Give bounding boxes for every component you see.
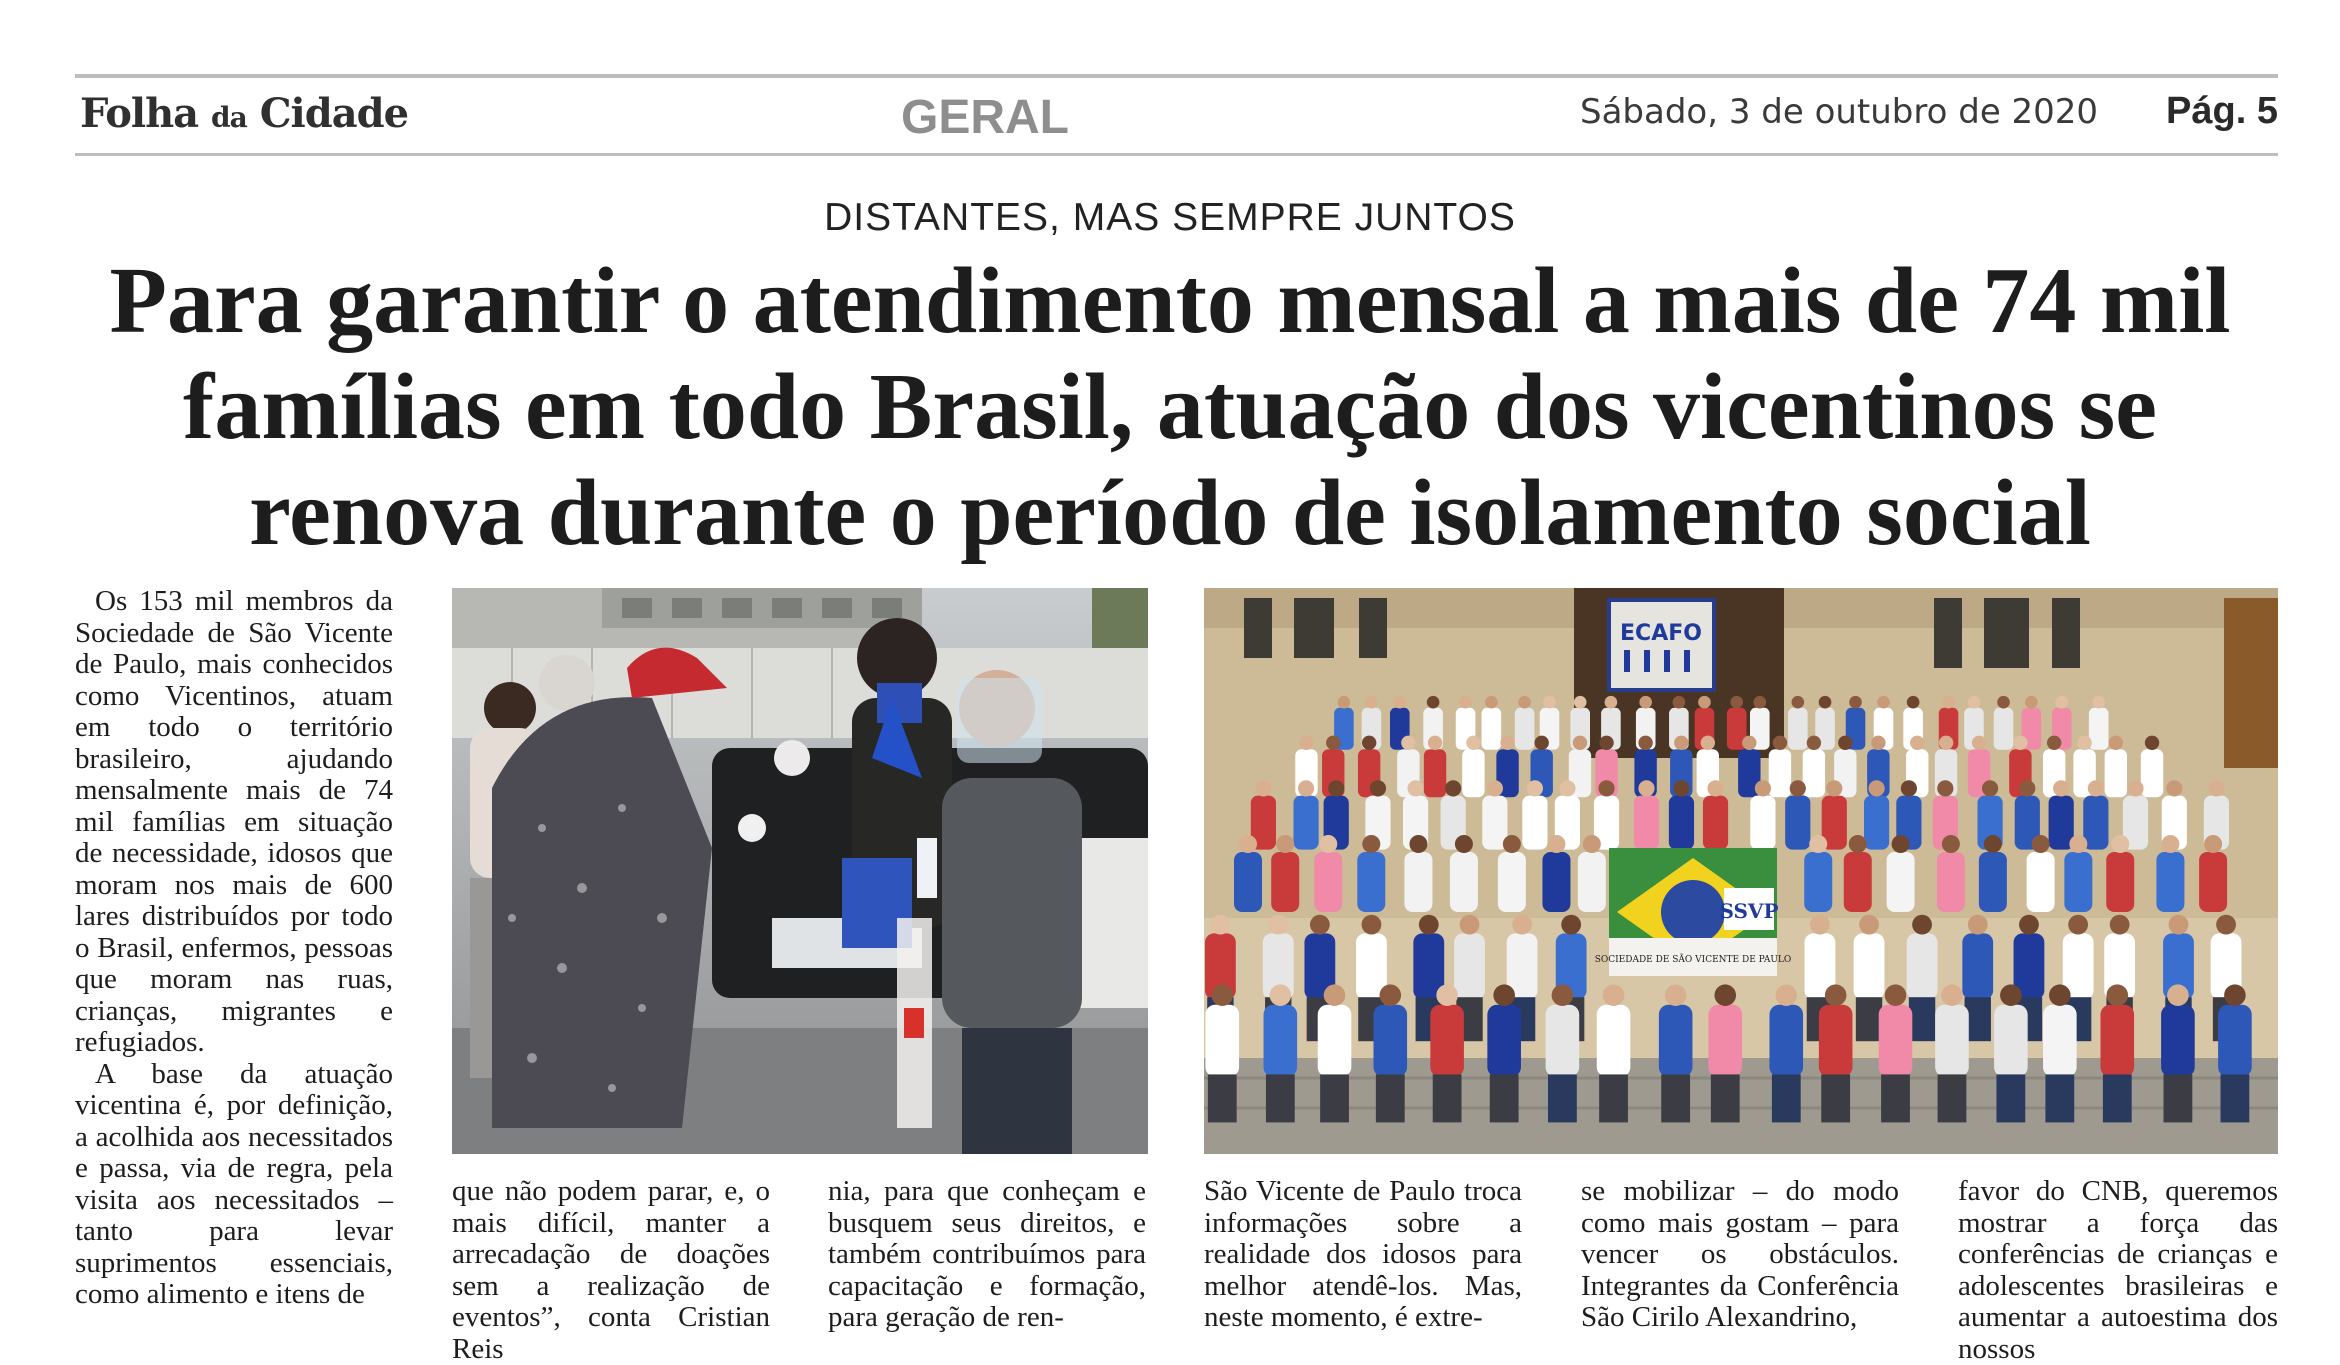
logo-word-da: da <box>211 101 247 134</box>
crowd-person-head <box>1460 915 1480 935</box>
crowd-person-legs <box>1548 1074 1577 1122</box>
paragraph: São Vicente de Paulo troca informações sobre a realidade dos idosos para melhor atendê-los. Mas, neste momento, é extre- <box>1204 1175 1522 1333</box>
crowd-person-head <box>1401 736 1415 750</box>
crowd-person-head <box>2055 696 2068 709</box>
crowd-person-legs <box>1938 1074 1967 1122</box>
paragraph: que não podem parar, e, o mais difícil, manter a arrecadação de doações sem a realização de eventos”, conta Cristian Reis <box>452 1175 770 1365</box>
crowd-person-head <box>1638 736 1652 750</box>
crowd-person-head <box>1982 780 1998 796</box>
crowd-person-head <box>1583 835 1601 853</box>
crowd-person-head <box>1239 835 1257 853</box>
crowd-person-head <box>1707 780 1723 796</box>
crowd-person-body <box>1498 852 1526 912</box>
crowd-person-head <box>2208 780 2224 796</box>
crowd-person-body <box>1819 1005 1853 1077</box>
crowd-person-body <box>1844 852 1872 912</box>
crowd-person-head <box>1298 780 1314 796</box>
crowd-person-body <box>1907 933 1938 999</box>
crowd-person-legs <box>1856 997 1882 1041</box>
crowd-person-legs <box>2045 1074 2074 1122</box>
crowd-person-body <box>2141 749 2163 797</box>
text-column-3 <box>828 1176 1146 1334</box>
crowd-person-body <box>1357 852 1385 912</box>
crowd-person-head <box>1419 915 1439 935</box>
page-number: Pág. 5 <box>2166 90 2278 132</box>
crowd-person-head <box>1810 915 1830 935</box>
crowd-person-body <box>1785 796 1810 850</box>
crowd-person-head <box>1527 780 1543 796</box>
crowd-person-head <box>1826 780 1842 796</box>
photo-food-distribution <box>452 588 1148 1154</box>
header-bottom-rule <box>75 153 2278 156</box>
crowd-person-head <box>1701 736 1715 750</box>
crowd-person-body <box>1205 1005 1239 1077</box>
crowd-person-body <box>1804 852 1832 912</box>
crowd-person-head <box>1859 915 1879 935</box>
crowd-person-body <box>1450 852 1478 912</box>
crowd-person-head <box>1409 835 1427 853</box>
crowd-person-head <box>1901 780 1917 796</box>
crowd-person-body <box>1703 796 1728 850</box>
crowd-person-head <box>1487 780 1503 796</box>
crowd-person-head <box>1825 984 1847 1006</box>
crowd-person-head <box>1365 696 1378 709</box>
crowd-person-head <box>1324 984 1346 1006</box>
crowd-person-head <box>1407 780 1423 796</box>
crowd-person-head <box>1561 915 1581 935</box>
paragraph: favor do CNB, queremos mostrar a força das conferências de crianças e adolescentes brasileiras e aumentar a autoestima dos nossos <box>1958 1175 2278 1365</box>
crowd-person-body <box>2100 1005 2134 1077</box>
crowd-person-head <box>1319 835 1337 853</box>
crowd-person-head <box>1892 835 1910 853</box>
crowd-person-head <box>1270 984 1292 1006</box>
crowd-person-body <box>1314 852 1342 912</box>
crowd-person-body <box>1546 1005 1580 1077</box>
crowd-person-head <box>2013 736 2027 750</box>
crowd-person-head <box>1714 984 1736 1006</box>
crowd-person-body <box>1659 1005 1693 1077</box>
crowd-person-head <box>1984 835 2002 853</box>
crowd-person-head <box>2166 780 2182 796</box>
crowd-person-head <box>1598 780 1614 796</box>
crowd-person-head <box>1459 696 1472 709</box>
crowd-person-head <box>1819 696 1832 709</box>
text-column-2 <box>452 1176 770 1365</box>
crowd-person-head <box>1742 736 1756 750</box>
crowd-person-head <box>1485 696 1498 709</box>
crowd-person-head <box>1326 736 1340 750</box>
crowd-person-head <box>1665 984 1687 1006</box>
crowd-person-head <box>1968 915 1988 935</box>
crowd-person-head <box>2053 780 2069 796</box>
crowd-person-head <box>1552 984 1574 1006</box>
crowd-person-body <box>1542 852 1570 912</box>
crowd-person-head <box>1518 696 1531 709</box>
crowd-person-head <box>1370 780 1386 796</box>
crowd-person-head <box>1790 780 1806 796</box>
crowd-person-head <box>1849 696 1862 709</box>
crowd-person-body <box>1854 933 1885 999</box>
article-headline: Para garantir o atendimento mensal a mais de 74 mil famílias em todo Brasil, atuação dos vicentinos se renova durante o período de isolamento social <box>109 249 2231 565</box>
crowd-person-head <box>2127 780 2143 796</box>
crowd-person-head <box>1730 696 1743 709</box>
crowd-person-body <box>1597 1005 1631 1077</box>
crowd-person-body <box>1634 796 1659 850</box>
crowd-person-head <box>1436 984 1458 1006</box>
crowd-person-legs <box>1772 1074 1801 1122</box>
crowd-person-head <box>1211 915 1231 935</box>
crowd-person-head <box>1968 696 1981 709</box>
crowd-person-head <box>1674 736 1688 750</box>
crowd-person-head <box>1868 780 1884 796</box>
crowd-person-head <box>1698 696 1711 709</box>
crowd-person-body <box>1935 1005 1969 1077</box>
crowd-person-head <box>1328 780 1344 796</box>
crowd-person-head <box>2049 984 2071 1006</box>
crowd-person-head <box>1809 835 1827 853</box>
crowd-person-legs <box>1320 1074 1349 1122</box>
crowd-person-body <box>1454 933 1485 999</box>
crowd-person-body <box>1887 852 1915 912</box>
crowd-person-body <box>1769 749 1791 797</box>
issue-date: Sábado, 3 de outubro de 2020 <box>1580 92 2099 132</box>
crowd-person-body <box>1404 852 1432 912</box>
crowd-person-legs <box>1909 997 1935 1041</box>
crowd-person-body <box>1994 708 2014 750</box>
crowd-person-legs <box>1821 1074 1850 1122</box>
crowd-person-head <box>1941 984 1963 1006</box>
crowd-person-head <box>2111 835 2129 853</box>
crowd-person-body <box>2064 852 2092 912</box>
crowd-person-head <box>1534 736 1548 750</box>
crowd-person-legs <box>1881 1074 1910 1122</box>
crowd-person-head <box>2000 984 2022 1006</box>
crowd-person-head <box>1500 736 1514 750</box>
crowd-person-body <box>1708 1005 1742 1077</box>
crowd-person-head <box>1379 984 1401 1006</box>
paragraph: Os 153 mil membros da Sociedade de São Vicente de Paulo, mais conhecidos como Vicentinos, atuam em todo o território brasileiro, ajudando mensalmente mais de 74 mil famílias em situação de necessidade, idosos que moram nos mais de 600 lares distribuídos por todo o Brasil, enfermos, pessoas que moram nas ruas, crianças, migrantes e refugiados. <box>75 585 393 1058</box>
crowd-person-legs <box>2221 1074 2250 1122</box>
crowd-person-head <box>2019 780 2035 796</box>
crowd-person-body <box>2161 1005 2195 1077</box>
crowd-person-body <box>1578 852 1606 912</box>
crowd-person-head <box>1849 835 1867 853</box>
crowd-person-body <box>1750 796 1775 850</box>
crowd-person-body <box>1515 708 1535 750</box>
crowd-person-head <box>1255 780 1271 796</box>
crowd-person-head <box>1455 835 1473 853</box>
crowd-person-head <box>2216 915 2236 935</box>
crowd-person-head <box>2161 835 2179 853</box>
crowd-person-head <box>1362 915 1382 935</box>
crowd-person-head <box>2145 736 2159 750</box>
crowd-person-head <box>1211 984 1233 1006</box>
logo-word-cidade: Cidade <box>259 90 409 137</box>
crowd-person-head <box>1512 915 1532 935</box>
crowd-person-legs <box>1208 1074 1237 1122</box>
crowd-person-head <box>1299 736 1313 750</box>
crowd-person-legs <box>1266 1074 1295 1122</box>
crowd-person-head <box>1910 736 1924 750</box>
crowd-person-legs <box>1433 1074 1462 1122</box>
crowd-person-body <box>2106 852 2134 912</box>
crowd-person-legs <box>1661 1074 1690 1122</box>
photo-food-distribution-image <box>452 588 1148 1154</box>
crowd-person-head <box>2204 835 2222 853</box>
crowd-person-head <box>2109 736 2123 750</box>
crowd-person-head <box>1773 736 1787 750</box>
crowd-person-legs <box>1711 1074 1740 1122</box>
crowd-person-body <box>2199 852 2227 912</box>
crowd-person-head <box>1775 984 1797 1006</box>
crowd-person-head <box>1942 835 1960 853</box>
crowd-person-head <box>2169 915 2189 935</box>
crowd-person-head <box>1427 696 1440 709</box>
crowd-person-head <box>2167 984 2189 1006</box>
crowd-person-head <box>1599 736 1613 750</box>
crowd-person-head <box>2068 915 2088 935</box>
crowd-person-body <box>1979 852 2007 912</box>
crowd-person-body <box>1482 708 1502 750</box>
crowd-person-head <box>1885 984 1907 1006</box>
crowd-person-body <box>1430 1005 1464 1077</box>
crowd-person-head <box>1877 696 1890 709</box>
crowd-person-head <box>1838 736 1852 750</box>
crowd-person-head <box>1573 736 1587 750</box>
crowd-person-legs <box>1376 1074 1405 1122</box>
crowd-person-body <box>1788 708 1808 750</box>
page-header <box>75 78 2278 153</box>
crowd-person-head <box>2224 984 2246 1006</box>
photo-group-ssvp <box>1204 588 2278 1154</box>
crowd-person-head <box>1466 736 1480 750</box>
paragraph: se mobilizar – do modo como mais gostam – para vencer os obstáculos. Integrantes da Conferência São Cirilo Alexandrino, <box>1581 1175 1899 1333</box>
crowd-person-body <box>1994 1005 2028 1077</box>
crowd-person-head <box>2077 736 2091 750</box>
crowd-person-body <box>2027 852 2055 912</box>
crowd-person-head <box>1937 780 1953 796</box>
crowd-person-head <box>1276 835 1294 853</box>
crowd-person-head <box>2019 915 2039 935</box>
crowd-person-head <box>1338 696 1351 709</box>
crowd-person-head <box>1753 696 1766 709</box>
flag-caption-text: SOCIEDADE DE SÃO VICENTE DE PAULO <box>1594 955 1792 965</box>
crowd-person-head <box>2032 835 2050 853</box>
crowd-person-body <box>1373 1005 1407 1077</box>
crowd-person-legs <box>2103 1074 2132 1122</box>
newspaper-logo <box>80 90 408 137</box>
crowd-person-head <box>1362 835 1380 853</box>
crowd-person-head <box>2069 835 2087 853</box>
crowd-person-legs <box>2164 1074 2193 1122</box>
crowd-person-body <box>2156 852 2184 912</box>
crowd-person-body <box>1424 749 1446 797</box>
crowd-person-body <box>1962 933 1993 999</box>
logo-word-folha: Folha <box>80 90 199 137</box>
crowd-person-head <box>1942 696 1955 709</box>
crowd-person-head <box>2106 984 2128 1006</box>
crowd-person-body <box>1318 1005 1352 1077</box>
crowd-person-head <box>1428 736 1442 750</box>
crowd-person-head <box>1362 736 1376 750</box>
crowd-person-head <box>1639 696 1652 709</box>
crowd-person-body <box>1522 796 1547 850</box>
crowd-person-head <box>1997 696 2010 709</box>
crowd-person-body <box>1769 1005 1803 1077</box>
crowd-person-head <box>1605 696 1618 709</box>
paragraph: nia, para que conheçam e busquem seus direitos, e também contribuímos para capacitação e formação, para geração de ren- <box>828 1175 1146 1333</box>
crowd-person-head <box>1912 915 1932 935</box>
crowd-person-head <box>1543 696 1556 709</box>
crowd-person-body <box>1487 1005 1521 1077</box>
text-column-4 <box>1204 1176 1522 1334</box>
crowd-person-head <box>1638 780 1654 796</box>
crowd-person-head <box>2092 696 2105 709</box>
crowd-person-body <box>1879 1005 1913 1077</box>
crowd-person-head <box>1807 736 1821 750</box>
crowd-person-head <box>2025 696 2038 709</box>
crowd-person-head <box>1445 780 1461 796</box>
crowd-person-body <box>2105 749 2127 797</box>
crowd-person-body <box>1937 852 1965 912</box>
crowd-person-head <box>1603 984 1625 1006</box>
paragraph: A base da atuação vicentina é, por definição, a acolhida aos necessitados e passa, via de regra, pela visita aos necessitados – tanto para levar suprimentos essenciais, como alimento e itens de <box>75 1057 393 1310</box>
crowd-person-body <box>1462 749 1484 797</box>
crowd-person-head <box>1310 915 1330 935</box>
photo-group-ssvp-image <box>1204 588 2278 1154</box>
crowd-person-head <box>1559 780 1575 796</box>
crowd-person-head <box>1755 780 1771 796</box>
crowd-person-body <box>1264 1005 1298 1077</box>
crowd-person-body <box>1864 796 1889 850</box>
crowd-person-head <box>1574 696 1587 709</box>
crowd-person-head <box>2110 915 2130 935</box>
article-kicker: DISTANTES, MAS SEMPRE JUNTOS <box>824 196 1516 239</box>
crowd-person-head <box>2047 736 2061 750</box>
crowd-person-body <box>2043 1005 2077 1077</box>
crowd-person-body <box>2089 708 2109 750</box>
section-label: GERAL <box>901 91 1069 144</box>
crowd-person-body <box>1803 749 1825 797</box>
crowd-person-head <box>1268 915 1288 935</box>
text-column-5 <box>1581 1176 1899 1334</box>
crowd-person-head <box>1503 835 1521 853</box>
crowd-person-body <box>2083 796 2108 850</box>
crowd-person-head <box>1907 696 1920 709</box>
crowd-person-head <box>2088 780 2104 796</box>
crowd-person-head <box>1871 736 1885 750</box>
crowd-person-legs <box>1490 1074 1519 1122</box>
crowd-person-head <box>1393 696 1406 709</box>
crowd-person-head <box>1792 696 1805 709</box>
crowd-person-head <box>1673 696 1686 709</box>
crowd-person-body <box>1669 796 1694 850</box>
text-column-1 <box>75 586 393 1311</box>
crowd-person-body <box>1234 852 1262 912</box>
crowd-person-head <box>1939 736 1953 750</box>
flag-ssvp-text: SSVP <box>1719 899 1779 923</box>
crowd-person-legs <box>1599 1074 1628 1122</box>
crowd-person-head <box>1493 984 1515 1006</box>
crowd-person-body <box>1293 796 1318 850</box>
crowd-person-head <box>1673 780 1689 796</box>
text-column-6 <box>1958 1176 2278 1365</box>
crowd-person-head <box>1547 835 1565 853</box>
banner-ecafo-text: ECAFO <box>1620 621 1702 646</box>
crowd-person-legs <box>1996 1074 2025 1122</box>
crowd-person-head <box>1972 736 1986 750</box>
crowd-person-body <box>2218 1005 2252 1077</box>
crowd-person-body <box>1271 852 1299 912</box>
